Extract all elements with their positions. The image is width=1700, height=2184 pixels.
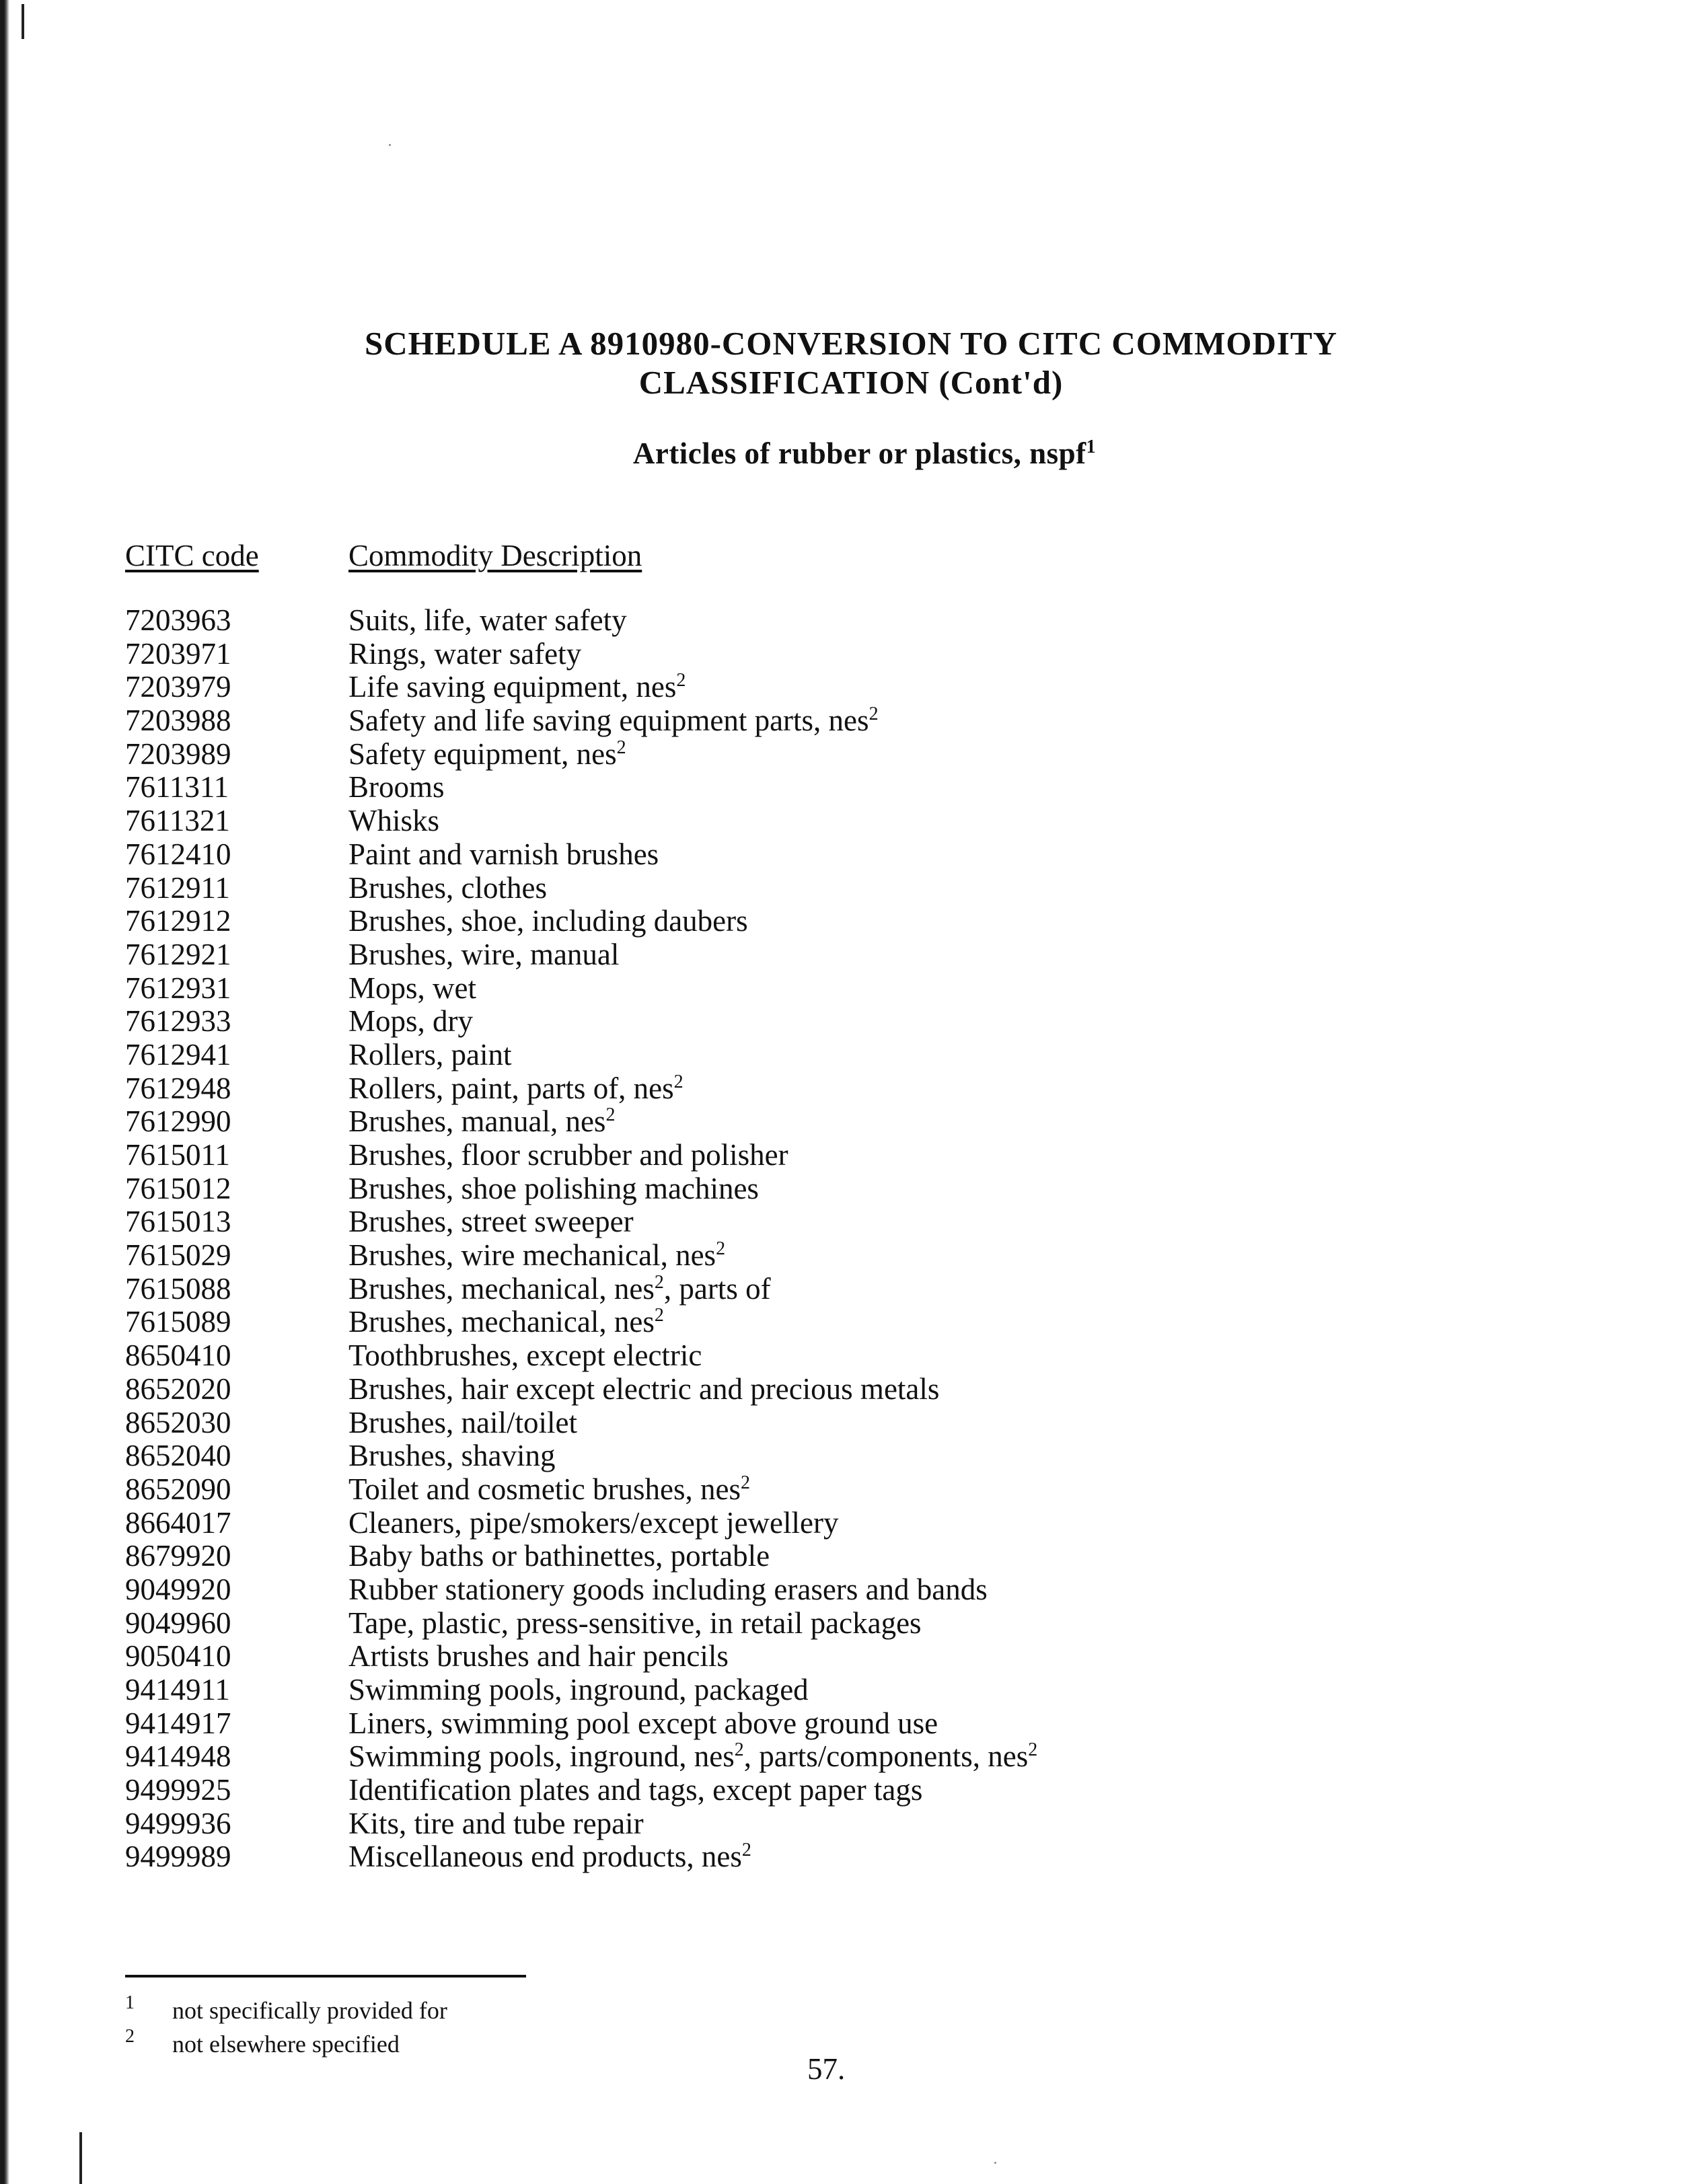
commodity-description [348, 1773, 922, 1807]
citc-code: 8650410 [125, 1339, 231, 1373]
table-row [0, 1606, 1700, 1640]
description-text: Brushes, floor scrubber and polisher [348, 1138, 788, 1172]
description-text: Mops, wet [348, 971, 476, 1005]
description-tail: , parts of [663, 1271, 771, 1306]
description-text: Tape, plastic, press-sensitive, in retail packages [348, 1606, 922, 1640]
citc-code: 7203989 [125, 737, 231, 771]
commodity-description [348, 1104, 615, 1138]
description-text: Brushes, hair except electric and precious metals [348, 1371, 940, 1406]
description-text: Toilet and cosmetic brushes, nes [348, 1472, 741, 1506]
description-text: Safety and life saving equipment parts, nes [348, 704, 869, 738]
commodity-description [348, 670, 686, 704]
description-text: Brushes, clothes [348, 870, 547, 905]
table-row [0, 1238, 1700, 1272]
table-row [0, 670, 1700, 704]
commodity-description [348, 637, 581, 671]
citc-code: 7615029 [125, 1238, 231, 1273]
table-row [0, 971, 1700, 1005]
description-text: Toothbrushes, except electric [348, 1339, 702, 1373]
footnote-number: 1 [125, 1992, 135, 2013]
table-row [0, 1104, 1700, 1138]
scan-speck [994, 2162, 996, 2164]
footnote-ref: 2 [734, 1739, 744, 1761]
commodity-description [348, 904, 748, 938]
table-row [0, 637, 1700, 671]
footnote-ref: 2 [616, 737, 626, 758]
commodity-description [348, 1472, 750, 1506]
description-text: Safety equipment, nes [348, 737, 617, 771]
table-row [0, 1840, 1700, 1873]
table-row [0, 804, 1700, 837]
commodity-description [348, 1172, 759, 1205]
subtitle-footnote-ref: 1 [1086, 437, 1097, 457]
citc-code: 7615012 [125, 1171, 231, 1205]
citc-code: 8664017 [125, 1505, 231, 1540]
description-text: Miscellaneous end products, nes [348, 1840, 742, 1874]
description-text: Rubber stationery goods including erasers and bands [348, 1572, 988, 1606]
citc-code: 8652090 [125, 1472, 231, 1506]
description-text: Artists brushes and hair pencils [348, 1639, 729, 1673]
citc-code: 9414911 [125, 1673, 230, 1706]
table-row [0, 1739, 1700, 1773]
table-row [0, 1472, 1700, 1506]
description-text: Cleaners, pipe/smokers/except jewellery [348, 1505, 839, 1540]
table-row [0, 1539, 1700, 1573]
footnote-ref: 2 [654, 1305, 664, 1326]
table-row [0, 1372, 1700, 1406]
scan-mark [79, 2132, 82, 2184]
footnote-text: not specifically provided for [172, 1997, 447, 2024]
table-row [0, 1573, 1700, 1606]
commodity-description [348, 1272, 771, 1306]
citc-code: 7615011 [125, 1138, 230, 1172]
commodity-description [348, 704, 879, 737]
commodity-description [348, 770, 445, 804]
table-row [0, 1773, 1700, 1807]
commodity-description [348, 1004, 473, 1038]
page-number: 57. [807, 2052, 846, 2086]
commodity-description [348, 1138, 788, 1172]
citc-code: 7612933 [125, 1004, 231, 1039]
table-row [0, 1807, 1700, 1840]
footnote-ref: 2 [673, 1071, 683, 1092]
table-row [0, 1272, 1700, 1306]
citc-code: 7615013 [125, 1205, 231, 1239]
citc-code: 9050410 [125, 1639, 231, 1673]
table-row [0, 1004, 1700, 1038]
description-text: Mops, dry [348, 1004, 474, 1039]
table-row [0, 938, 1700, 971]
commodity-description [348, 1238, 725, 1272]
commodity-description [348, 971, 476, 1005]
footnote-divider [125, 1975, 526, 1978]
description-text: Life saving equipment, nes [348, 670, 677, 704]
table-row [0, 1706, 1700, 1740]
description-text: Brushes, nail/toilet [348, 1405, 577, 1439]
commodity-description [348, 1205, 634, 1238]
scan-mark [22, 4, 24, 39]
commodity-description [348, 1807, 644, 1840]
citc-code: 9414948 [125, 1739, 231, 1774]
description-text: Brushes, mechanical, nes [348, 1271, 655, 1306]
citc-code: 9049920 [125, 1572, 231, 1606]
description-text: Swimming pools, inground, packaged [348, 1673, 809, 1706]
table-row [0, 1439, 1700, 1472]
table-row [0, 871, 1700, 905]
description-text: Suits, life, water safety [348, 603, 627, 637]
description-text: Brushes, street sweeper [348, 1205, 634, 1239]
table-row [0, 1639, 1700, 1673]
citc-code: 7612941 [125, 1037, 231, 1071]
description-text: Identification plates and tags, except paper tags [348, 1773, 923, 1807]
citc-code: 9049960 [125, 1606, 231, 1640]
citc-code: 9499936 [125, 1806, 231, 1840]
description-text: Rings, water safety [348, 636, 582, 671]
commodity-description [348, 1339, 702, 1372]
column-header-description: Commodity Description [348, 539, 642, 572]
description-text: Brushes, mechanical, nes [348, 1305, 655, 1339]
commodity-description [348, 1506, 838, 1540]
subtitle-text: Articles of rubber or plastics, nspf [632, 437, 1086, 470]
commodity-description [348, 938, 619, 971]
description-text: Brooms [348, 770, 445, 804]
commodity-table [0, 603, 1700, 1873]
section-subtitle [471, 436, 1258, 471]
footnote-text: not elsewhere specified [172, 2031, 400, 2058]
commodity-description [348, 837, 659, 871]
description-text: Brushes, shoe, including daubers [348, 904, 748, 938]
citc-code: 7611321 [125, 804, 230, 838]
citc-code: 7615089 [125, 1305, 231, 1339]
table-row [0, 904, 1700, 938]
description-text: Swimming pools, inground, nes [348, 1739, 735, 1774]
table-row [0, 737, 1700, 771]
title-line-1: SCHEDULE A 8910980-CONVERSION TO CITC COMMODITY [365, 325, 1337, 362]
description-text: Brushes, manual, nes [348, 1104, 606, 1139]
table-row [0, 704, 1700, 737]
commodity-description [348, 1539, 770, 1573]
description-text: Kits, tire and tube repair [348, 1806, 644, 1840]
commodity-description [348, 1840, 751, 1873]
citc-code: 7612990 [125, 1104, 231, 1139]
table-row [0, 770, 1700, 804]
citc-code: 8652030 [125, 1405, 231, 1439]
table-row [0, 1071, 1700, 1105]
document-title [202, 324, 1500, 402]
citc-code: 8652020 [125, 1371, 231, 1406]
column-header-code: CITC code [125, 539, 259, 572]
table-row [0, 837, 1700, 871]
description-text: Baby baths or bathinettes, portable [348, 1539, 770, 1573]
commodity-description [348, 1639, 729, 1673]
table-row [0, 1205, 1700, 1238]
table-row [0, 1673, 1700, 1706]
table-row [0, 603, 1700, 637]
description-text: Liners, swimming pool except above ground use [348, 1706, 938, 1740]
scan-speck [389, 144, 391, 146]
citc-code: 7612931 [125, 971, 231, 1005]
footnote-ref: 2 [869, 704, 879, 725]
commodity-description [348, 737, 626, 771]
description-text: Brushes, shaving [348, 1439, 556, 1473]
citc-code: 9414917 [125, 1706, 231, 1740]
citc-code: 7612410 [125, 837, 231, 871]
table-row [0, 1406, 1700, 1439]
footnote-number: 2 [125, 2026, 135, 2047]
table-row [0, 1038, 1700, 1071]
commodity-description [348, 1071, 683, 1105]
citc-code: 7612948 [125, 1071, 231, 1105]
citc-code: 9499989 [125, 1840, 231, 1874]
commodity-description [348, 1573, 988, 1606]
table-row [0, 1339, 1700, 1372]
commodity-description [348, 1305, 664, 1339]
citc-code: 9499925 [125, 1773, 231, 1807]
table-row [0, 1506, 1700, 1540]
footnote-ref: 2 [741, 1840, 751, 1861]
commodity-description [348, 804, 439, 837]
title-line-2: CLASSIFICATION (Cont'd) [638, 364, 1064, 401]
citc-code: 7615088 [125, 1271, 231, 1306]
table-row [0, 1172, 1700, 1205]
description-text: Rollers, paint, parts of, nes [348, 1071, 674, 1105]
citc-code: 8652040 [125, 1439, 231, 1473]
description-text: Paint and varnish brushes [348, 837, 659, 871]
commodity-description [348, 1406, 577, 1439]
commodity-description [348, 603, 627, 637]
commodity-description [348, 1372, 939, 1406]
description-text: Brushes, wire mechanical, nes [348, 1238, 716, 1273]
table-row [0, 1305, 1700, 1339]
citc-code: 8679920 [125, 1539, 231, 1573]
commodity-description [348, 871, 547, 905]
footnote-ref: 2 [605, 1104, 616, 1126]
citc-code: 7203971 [125, 636, 231, 671]
commodity-description [348, 1038, 511, 1071]
commodity-description [348, 1673, 809, 1706]
citc-code: 7203988 [125, 704, 231, 738]
footnote-ref: 2 [1028, 1739, 1038, 1761]
citc-code: 7203979 [125, 670, 231, 704]
commodity-description [348, 1706, 938, 1740]
citc-code: 7611311 [125, 770, 229, 804]
description-text: Whisks [348, 804, 439, 838]
commodity-description [348, 1439, 556, 1472]
citc-code: 7612921 [125, 937, 231, 971]
footnote-ref: 2 [676, 670, 686, 691]
description-text: Brushes, shoe polishing machines [348, 1171, 759, 1205]
footnote-ref: 2 [654, 1271, 664, 1293]
footnote-ref: 2 [740, 1472, 750, 1493]
description-text: Brushes, wire, manual [348, 937, 620, 971]
table-row [0, 1138, 1700, 1172]
commodity-description [348, 1739, 1037, 1773]
commodity-description [348, 1606, 922, 1640]
citc-code: 7612912 [125, 904, 231, 938]
description-tail: , parts/components, nes [743, 1739, 1029, 1774]
citc-code: 7612911 [125, 870, 230, 905]
citc-code: 7203963 [125, 603, 231, 637]
footnote-ref: 2 [716, 1238, 726, 1260]
description-text: Rollers, paint [348, 1037, 512, 1071]
